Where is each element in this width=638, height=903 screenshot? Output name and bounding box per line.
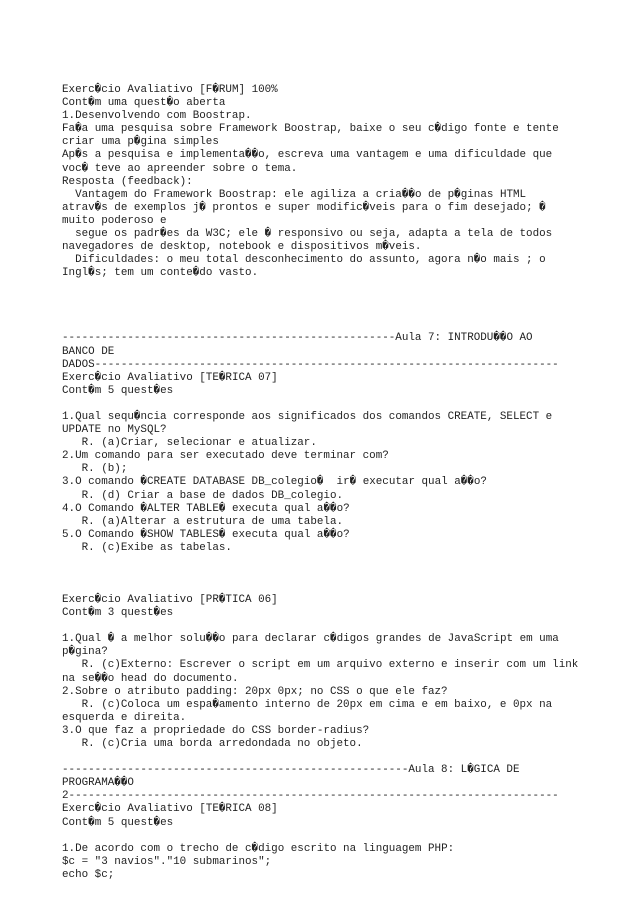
text-line: muito poderoso e xyxy=(62,214,167,227)
text-line: na se��o head do documento. xyxy=(62,672,239,685)
pratica-06-section xyxy=(62,594,582,751)
text-line: 1.Qual sequ�ncia corresponde aos significados dos comandos CREATE, SELECT e xyxy=(62,410,553,423)
text-line: 3.O que faz a propriedade do CSS border-radius? xyxy=(62,724,370,737)
text-line xyxy=(62,830,582,843)
text-line: R. (c)Externo: Escrever o script em um arquivo externo e inserir com um link xyxy=(62,659,579,672)
text-line: Ap�s a pesquisa e implementa��o, escreva uma vantagem e uma dificuldade que xyxy=(62,149,553,162)
text-line: Cont�m 3 quest�es xyxy=(62,607,174,620)
text-line: DADOS----------------------------------------------------------------------- xyxy=(62,358,559,371)
text-line: Resposta (feedback): xyxy=(62,175,193,188)
text-line: Exerc�cio Avaliativo [TE�RICA 07] xyxy=(62,371,278,384)
text-line: segue os padr�es da W3C; ele � responsivo ou seja, adapta a tela de todos xyxy=(62,228,553,241)
text-line: voc� teve ao apreender sobre o tema. xyxy=(62,162,298,175)
text-line: ---------------------------------------------------Aula 7: INTRODU��O AO xyxy=(62,332,533,345)
text-line: 4.O Comando �ALTER TABLE� executa qual a��o? xyxy=(62,502,350,515)
text-line: atrav�s de exemplos j� prontos e super modific�veis para o fim desejado; � xyxy=(62,201,546,214)
text-line: 2.Sobre o atributo padding: 20px 0px; no CSS o que ele faz? xyxy=(62,685,448,698)
text-line: Cont�m 5 quest�es xyxy=(62,816,174,829)
text-line: 1.Desenvolvendo com Boostrap. xyxy=(62,110,252,123)
text-line: R. (d) Criar a base de dados DB_colegio. xyxy=(62,489,344,502)
text-line: R. (a)Alterar a estrutura de uma tabela. xyxy=(62,515,344,528)
text-line: 3.O comando �CREATE DATABASE DB_colegio� ir� executar qual a��o? xyxy=(62,476,487,489)
document-page xyxy=(62,84,582,882)
aula-8-section xyxy=(62,764,582,882)
forum-exercise-section xyxy=(62,84,582,280)
text-line xyxy=(62,398,582,411)
text-line: R. (b); xyxy=(62,463,128,476)
text-line: PROGRAMA��O xyxy=(62,777,134,790)
text-line: UPDATE no MySQL? xyxy=(62,424,167,437)
text-line: navegadores de desktop, notebook e dispositivos m�veis. xyxy=(62,241,422,254)
text-line: BANCO DE xyxy=(62,345,115,358)
text-line: Cont�m 5 quest�es xyxy=(62,384,174,397)
text-line: Exerc�cio Avaliativo [PR�TICA 06] xyxy=(62,594,278,606)
text-line: 2.Um comando para ser executado deve terminar com? xyxy=(62,450,389,463)
text-line: R. (c)Cria uma borda arredondada no objeto. xyxy=(62,738,363,751)
text-line: R. (a)Criar, selecionar e atualizar. xyxy=(62,437,317,450)
text-line: $c = "3 navios"."10 submarinos"; xyxy=(62,855,272,868)
text-line: -----------------------------------------------------Aula 8: L�GICA DE xyxy=(62,764,520,777)
text-line: echo $c; xyxy=(62,868,115,881)
text-line: R. (c)Exibe as tabelas. xyxy=(62,541,232,554)
text-line: Exerc�cio Avaliativo [TE�RICA 08] xyxy=(62,803,278,816)
text-line: 5.O Comando �SHOW TABLES� executa qual a��o? xyxy=(62,528,350,541)
text-line xyxy=(62,620,582,633)
text-line: R. (c)Coloca um espa�amento interno de 20px em cima e em baixo, e 0px na xyxy=(62,698,553,711)
text-line: esquerda e direita. xyxy=(62,711,187,724)
text-line: Ingl�s; tem um conte�do vasto. xyxy=(62,267,259,280)
text-line: 2--------------------------------------------------------------------------- xyxy=(62,790,559,803)
text-line: p�gina? xyxy=(62,646,108,659)
text-line: Cont�m uma quest�o aberta xyxy=(62,97,226,110)
text-line: Exerc�cio Avaliativo [F�RUM] 100% xyxy=(62,84,278,96)
text-line: Dificuldades: o meu total desconhecimento do assunto, agora n�o mais ; o xyxy=(62,254,546,267)
aula-7-section xyxy=(62,332,582,555)
text-line: 1.De acordo com o trecho de c�digo escrito na linguagem PHP: xyxy=(62,842,455,855)
text-line: Vantagem do Framework Boostrap: ele agiliza a cria��o de p�ginas HTML xyxy=(62,188,527,201)
text-line: criar uma p�gina simples xyxy=(62,136,219,149)
text-line: 1.Qual � a melhor solu��o para declarar c�digos grandes de JavaScript em uma xyxy=(62,633,559,646)
text-line: Fa�a uma pesquisa sobre Framework Boostrap, baixe o seu c�digo fonte e tente xyxy=(62,123,559,136)
